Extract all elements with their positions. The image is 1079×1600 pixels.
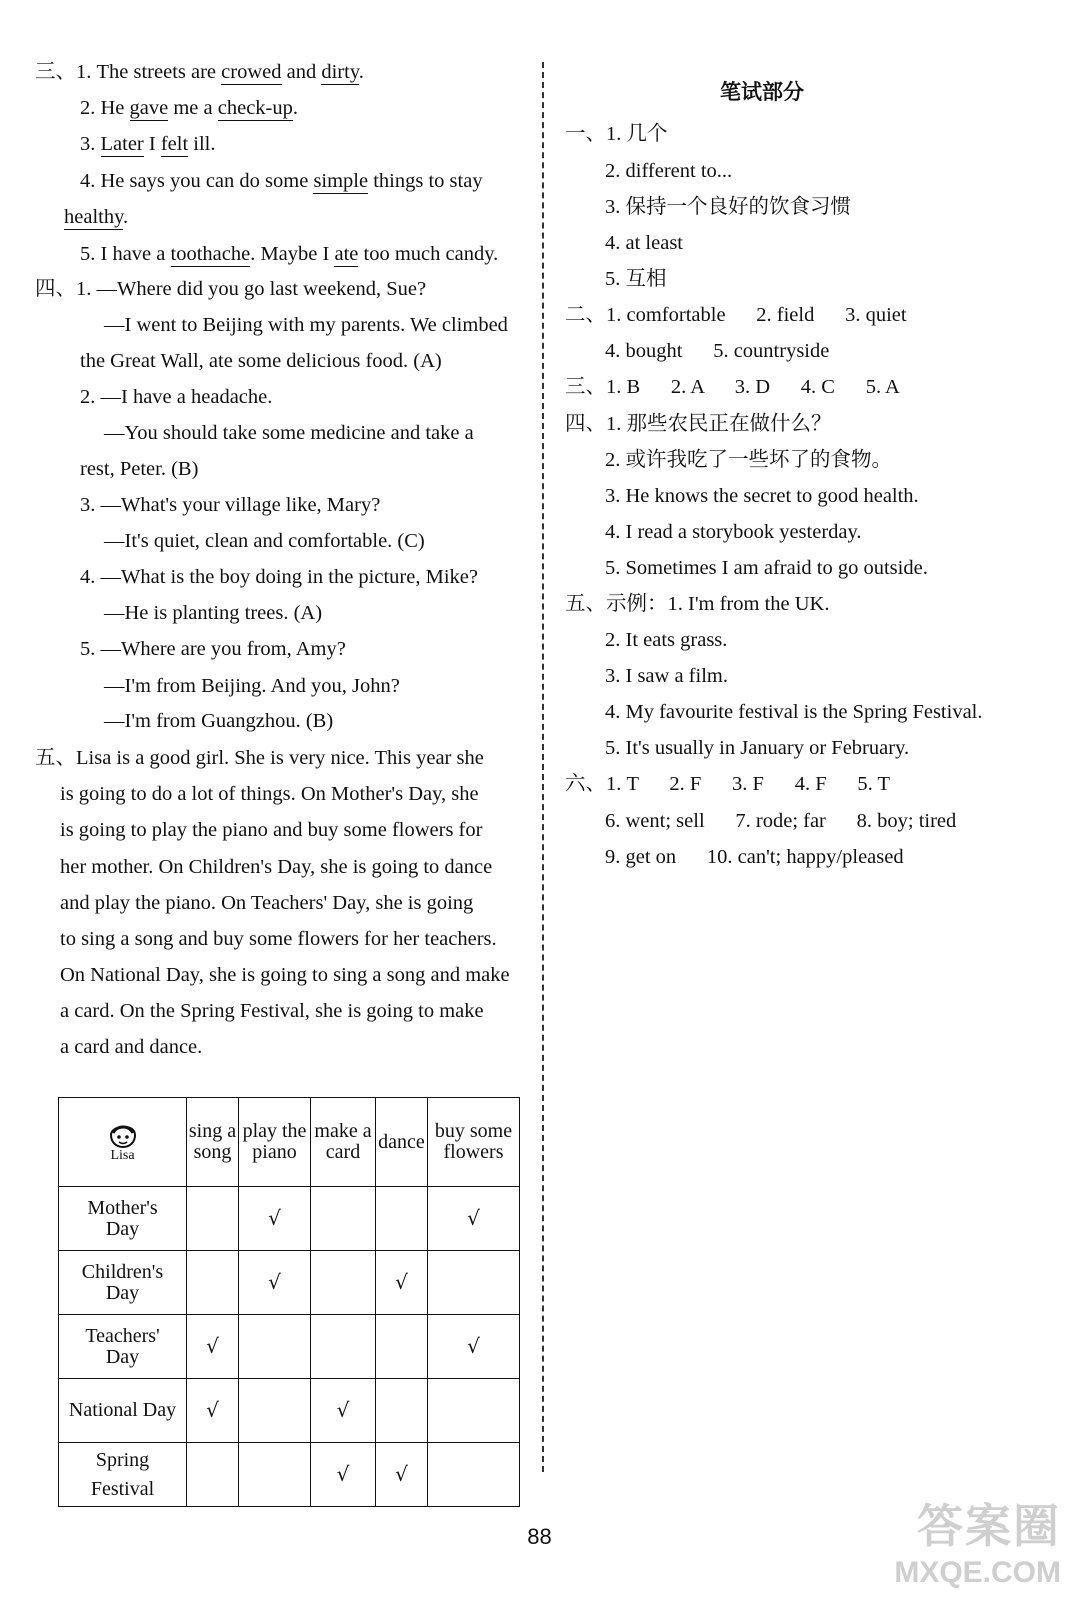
text: I [143, 133, 161, 155]
s5-line: and play the piano. On Teachers' Day, she is going [60, 892, 474, 914]
s4-line: —It's quiet, clean and comfortable. (C) [104, 530, 425, 552]
table-row [59, 1187, 520, 1251]
check-cell: √ [428, 1315, 520, 1379]
s4-line: 3. —What's your village like, Mary? [80, 494, 381, 516]
s5-line: 五、Lisa is a good girl. She is very nice. This year she [35, 747, 484, 769]
underlined-answer: gave [129, 97, 169, 119]
row-label [59, 1187, 187, 1251]
check-cell: √ [239, 1187, 311, 1251]
s3-line-2 [80, 95, 298, 121]
column-divider [542, 62, 544, 1472]
s4-line: 四、1. —Where did you go last weekend, Sue? [35, 278, 427, 300]
check-cell: √ [311, 1443, 376, 1507]
answer-line: 4. My favourite festival is the Spring Festival. [605, 701, 983, 723]
answer-line: 3. He knows the secret to good health. [605, 485, 919, 507]
check-cell [239, 1443, 311, 1507]
answer-line: 3. I saw a film. [605, 665, 728, 687]
row-label-text: Children's [81, 1260, 164, 1283]
text: things to stay [368, 170, 483, 192]
check-cell: √ [428, 1187, 520, 1251]
underlined-answer: dirty [321, 61, 359, 83]
answer-line: 一、1. 几个 [565, 123, 668, 145]
answer-line: 2. different to... [605, 160, 733, 182]
check-cell [428, 1251, 520, 1315]
check-cell [187, 1251, 239, 1315]
s4-line: rest, Peter. (B) [80, 458, 199, 480]
header-cell [428, 1098, 520, 1187]
answer-line: 3. 保持一个良好的饮食习惯 [605, 196, 851, 218]
text: 5. I have a [80, 243, 171, 265]
check-cell: √ [311, 1379, 376, 1443]
header-cell [187, 1098, 239, 1187]
s5-line: to sing a song and buy some flowers for her teachers. [60, 928, 497, 950]
girl-face-icon [107, 1121, 139, 1149]
text: and [281, 61, 322, 83]
s3-line-1 [35, 59, 364, 85]
s4-line: —I went to Beijing with my parents. We climbed [104, 314, 508, 336]
s5-line: a card. On the Spring Festival, she is going to make [60, 1000, 484, 1022]
check-cell [428, 1443, 520, 1507]
watermark [894, 1490, 1061, 1590]
s5-line: a card and dance. [60, 1036, 203, 1058]
s4-line: 4. —What is the boy doing in the picture, Mike? [80, 566, 478, 588]
header-text: sing a [188, 1120, 237, 1142]
row-label-text: Day [105, 1281, 140, 1304]
text: 3. [80, 133, 101, 155]
answer-line: 4. bought 5. countryside [605, 340, 830, 362]
answer-line: 5. Sometimes I am afraid to go outside. [605, 557, 928, 579]
s5-line: her mother. On Children's Day, she is going to dance [60, 856, 493, 878]
answer-line: 6. went; sell 7. rode; far 8. boy; tired [605, 810, 957, 832]
s3-line-4 [80, 168, 483, 194]
row-label-text: Festival [90, 1477, 155, 1500]
text: 4. He says you can do some [80, 170, 314, 192]
text: ill. [188, 133, 216, 155]
watermark-logo: 答案圈 [917, 1500, 1061, 1552]
check-cell [239, 1379, 311, 1443]
answer-line: 三、1. B 2. A 3. D 4. C 5. A [565, 376, 900, 398]
s5-line: is going to do a lot of things. On Mother's Day, she [60, 783, 479, 805]
header-text: piano [252, 1141, 297, 1163]
answer-line: 2. It eats grass. [605, 629, 728, 651]
text: 2. He [80, 97, 130, 119]
answer-line: 五、示例：1. I'm from the UK. [565, 593, 830, 615]
check-cell: √ [376, 1443, 428, 1507]
row-label-text: Day [105, 1217, 140, 1240]
check-cell [187, 1187, 239, 1251]
check-cell [311, 1187, 376, 1251]
text: . [358, 61, 364, 83]
check-cell [239, 1315, 311, 1379]
s4-line: —You should take some medicine and take a [104, 422, 474, 444]
page-number: 88 [527, 1524, 552, 1549]
table-row [59, 1251, 520, 1315]
text: too much candy. [358, 243, 499, 265]
text: me a [168, 97, 218, 119]
s4-line: 2. —I have a headache. [80, 386, 273, 408]
header-cell [376, 1098, 428, 1187]
check-cell [311, 1251, 376, 1315]
s3-line-5 [80, 241, 498, 267]
corner-label: Lisa [110, 1148, 135, 1163]
s4-line: —He is planting trees. (A) [104, 602, 323, 624]
header-text: flowers [443, 1141, 504, 1163]
check-cell: √ [187, 1315, 239, 1379]
header-text: song [193, 1141, 232, 1163]
row-label [59, 1379, 187, 1443]
check-cell: √ [239, 1251, 311, 1315]
answer-line: 二、1. comfortable 2. field 3. quiet [565, 304, 907, 326]
row-label [59, 1251, 187, 1315]
s3-line-3 [80, 131, 216, 157]
answer-line: 9. get on 10. can't; happy/pleased [605, 846, 904, 868]
section-title: 笔试部分 [720, 79, 804, 104]
s5-line: is going to play the piano and buy some flowers for [60, 819, 483, 841]
check-cell [311, 1315, 376, 1379]
s4-line: —I'm from Guangzhou. (B) [104, 710, 334, 732]
answer-line: 5. It's usually in January or February. [605, 737, 910, 759]
table-row [59, 1315, 520, 1379]
underlined-answer: crowed [221, 61, 282, 83]
s4-line: the Great Wall, ate some delicious food. (A) [80, 350, 442, 372]
header-cell [311, 1098, 376, 1187]
activity-table [58, 1097, 520, 1507]
underlined-answer: healthy [64, 206, 124, 228]
underlined-answer: Later [100, 133, 144, 155]
row-label [59, 1315, 187, 1379]
check-cell [428, 1379, 520, 1443]
text: . Maybe I [250, 243, 335, 265]
underlined-answer: simple [313, 170, 369, 192]
header-text: dance [378, 1130, 425, 1153]
s4-line: —I'm from Beijing. And you, John? [104, 675, 400, 697]
answer-line: 2. 或许我吃了一些坏了的食物。 [605, 449, 892, 471]
row-label-text: Teachers' [85, 1324, 160, 1347]
row-label-text: Day [105, 1345, 140, 1368]
answer-line: 5. 互相 [605, 268, 667, 290]
check-cell: √ [187, 1379, 239, 1443]
header-text: card [325, 1141, 361, 1163]
row-label-text: Mother's [87, 1196, 158, 1219]
text: . [292, 97, 299, 119]
check-cell [187, 1443, 239, 1507]
answer-line: 4. at least [605, 232, 683, 254]
underlined-answer: ate [334, 243, 359, 265]
check-cell [376, 1315, 428, 1379]
row-label [59, 1443, 187, 1507]
table-row [59, 1379, 520, 1443]
text: . [123, 206, 129, 228]
answer-line: 四、1. 那些农民正在做什么？ [565, 413, 832, 435]
row-label-text: National Day [68, 1399, 177, 1421]
text: 三、1. The streets are [35, 61, 222, 83]
header-text: make a [314, 1120, 372, 1142]
header-cell [239, 1098, 311, 1187]
table-row [59, 1443, 520, 1507]
table-header-row [59, 1098, 520, 1187]
check-cell: √ [376, 1251, 428, 1315]
header-text: play the [242, 1120, 307, 1142]
answer-line: 六、1. T 2. F 3. F 4. F 5. T [565, 773, 891, 795]
watermark-url: MXQE.COM [894, 1556, 1061, 1589]
s4-line: 5. —Where are you from, Amy? [80, 638, 346, 660]
check-cell [376, 1187, 428, 1251]
underlined-answer: felt [160, 133, 189, 155]
s5-line: On National Day, she is going to sing a song and make [60, 964, 510, 986]
underlined-answer: check-up [217, 97, 293, 119]
corner-cell [59, 1098, 187, 1187]
row-label-text: Spring [95, 1448, 150, 1471]
header-text: buy some [434, 1120, 513, 1142]
underlined-answer: toothache [170, 243, 251, 265]
answer-line: 4. I read a storybook yesterday. [605, 521, 862, 543]
s3-line-4b [64, 204, 128, 230]
check-cell [376, 1379, 428, 1443]
